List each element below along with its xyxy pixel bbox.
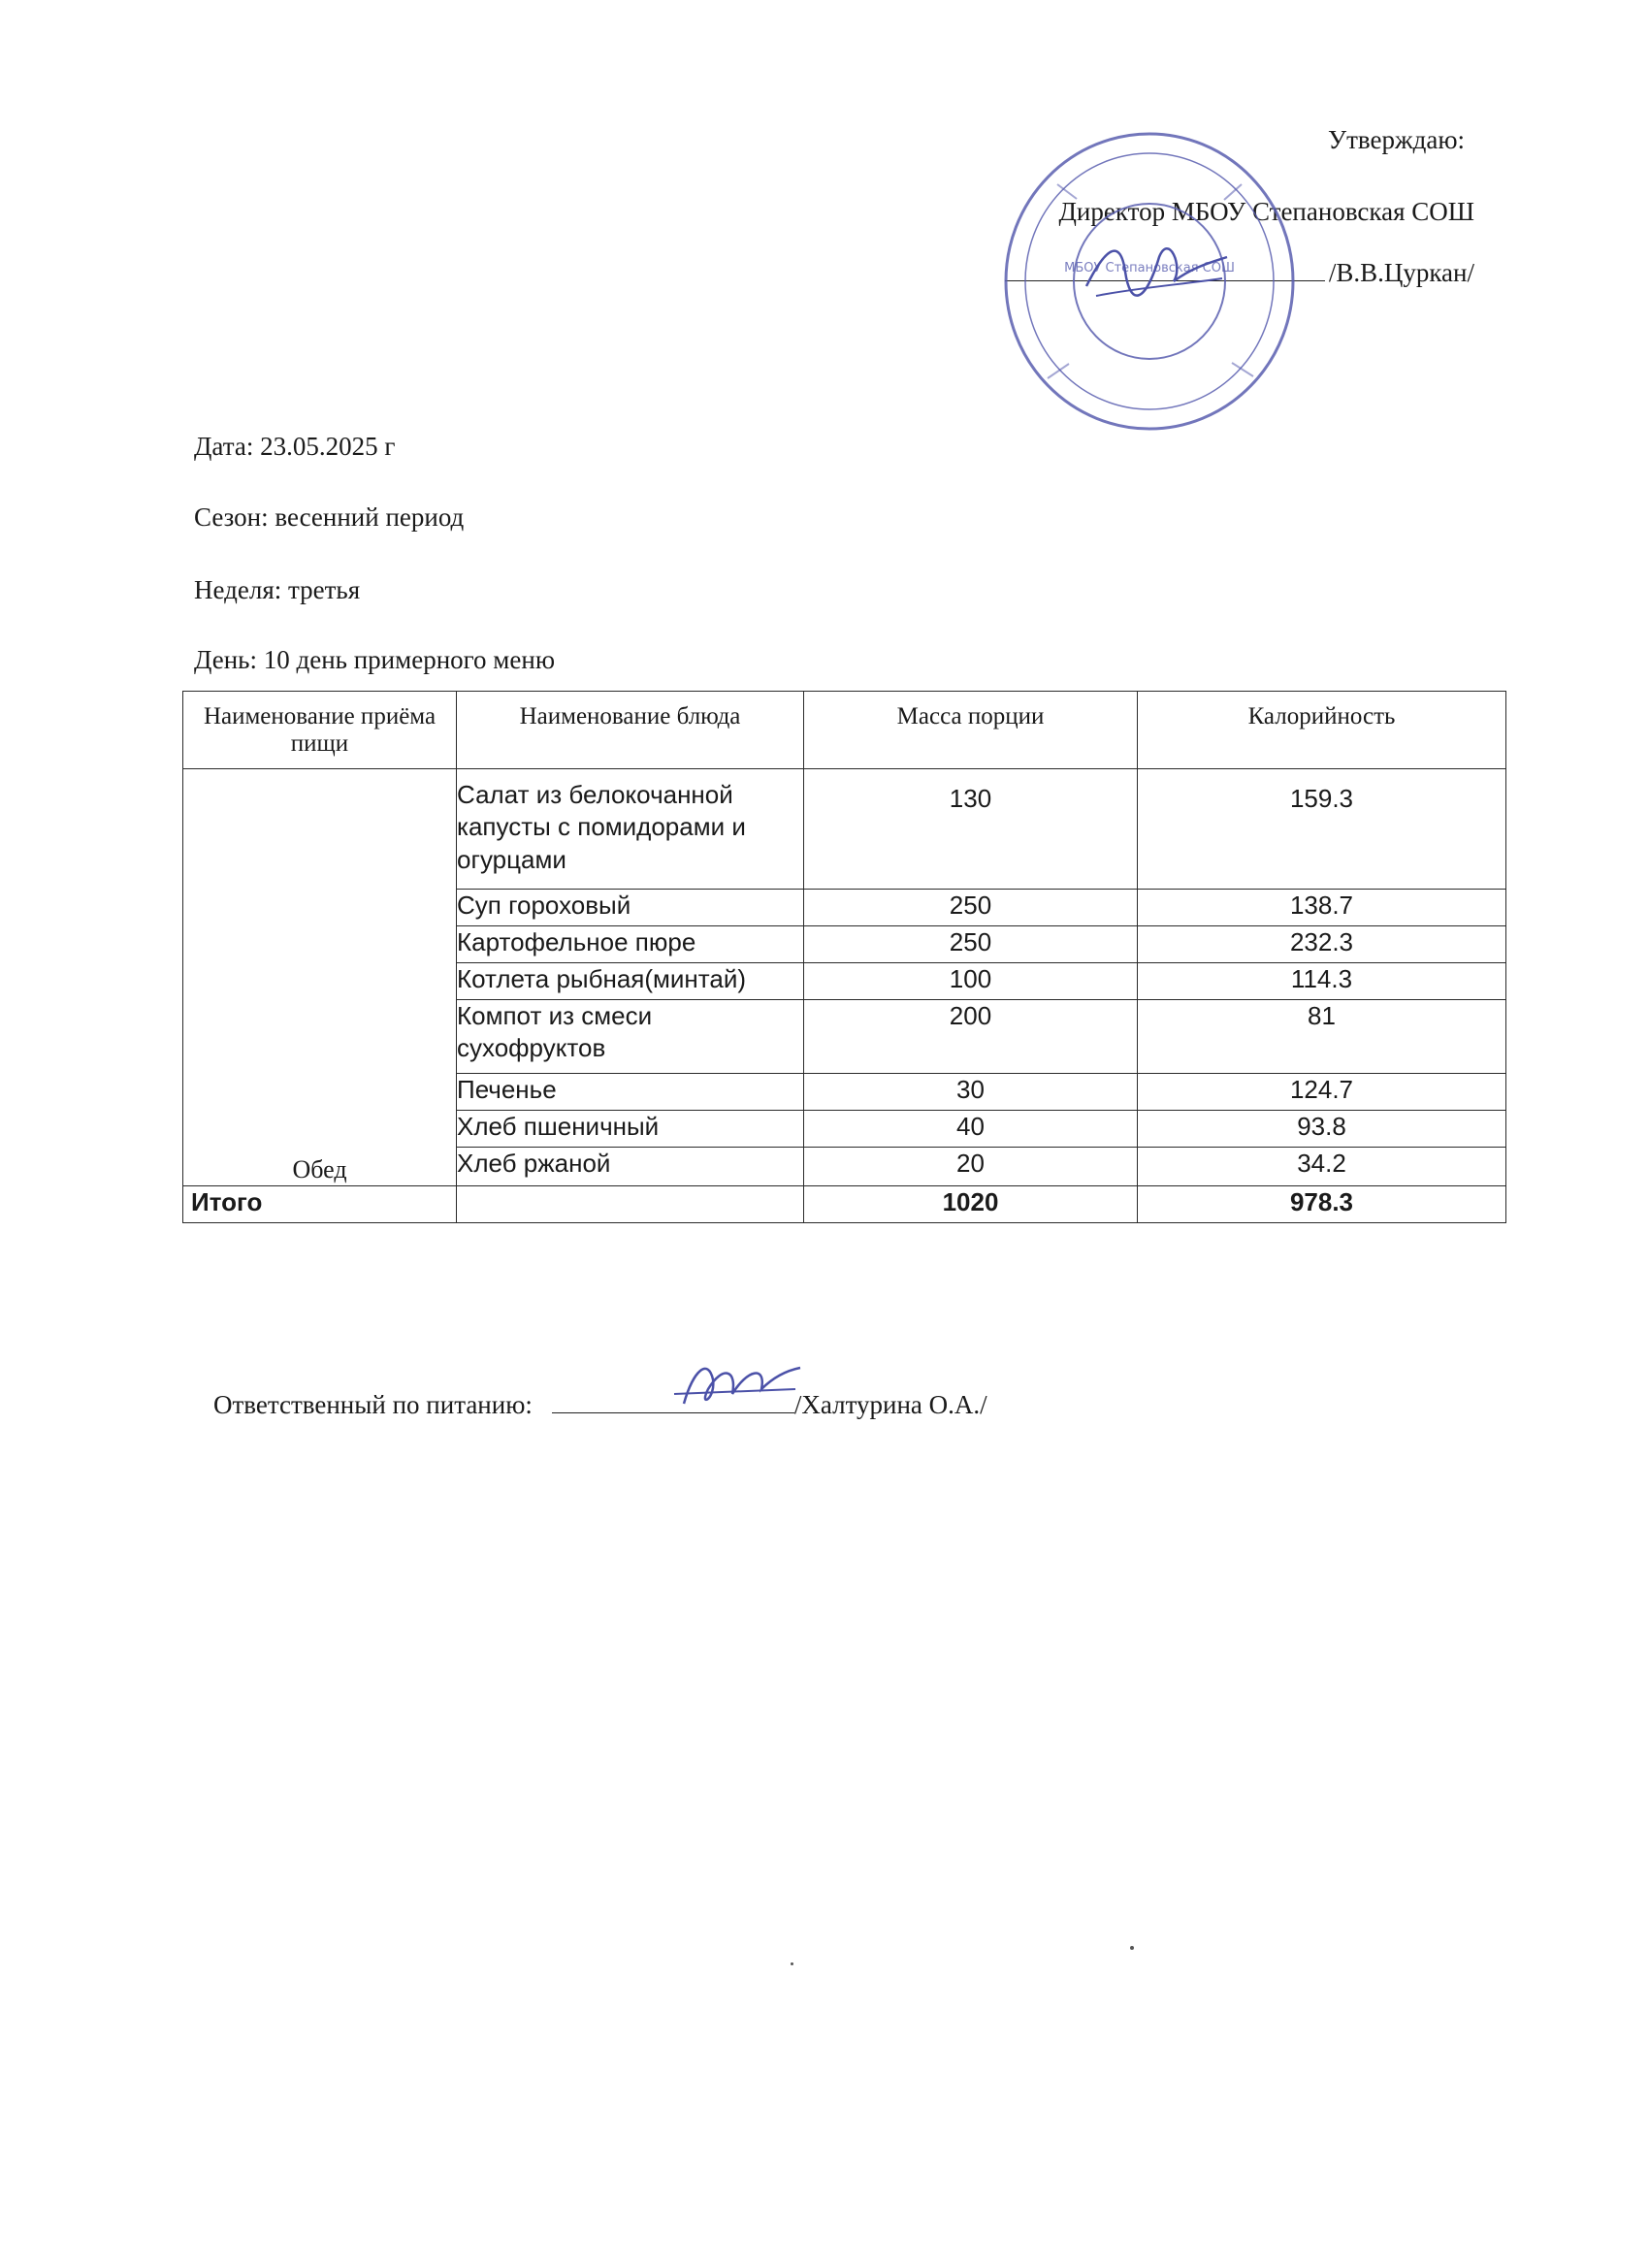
header-kcal: Калорийность <box>1138 692 1506 769</box>
dish-kcal: 138.7 <box>1138 890 1506 926</box>
menu-day: День: 10 день примерного меню <box>194 645 555 674</box>
menu-week: Неделя: третья <box>194 575 361 604</box>
menu-table <box>182 691 1506 1223</box>
responsible-line <box>213 1387 987 1420</box>
menu-season: Сезон: весенний период <box>194 502 465 532</box>
dish-name: Печенье <box>457 1074 804 1111</box>
dish-kcal: 232.3 <box>1138 926 1506 963</box>
header-dish: Наименование блюда <box>457 692 804 769</box>
dish-name: Суп гороховый <box>457 890 804 926</box>
dish-name: Салат из белокочанной капусты с помидорами и огурцами <box>457 769 804 890</box>
table-row <box>183 769 1506 890</box>
meal-name: Обед <box>183 769 457 1186</box>
table-header-row <box>183 692 1506 769</box>
stamp-text: МБОУ Степановская СОШ <box>1064 261 1235 275</box>
total-kcal: 978.3 <box>1138 1186 1506 1223</box>
total-label: Итого <box>183 1186 457 1223</box>
dish-name: Хлеб пшеничный <box>457 1111 804 1148</box>
approval-position: Директор МБОУ Степановская СОШ <box>1058 197 1474 227</box>
dish-mass: 200 <box>804 1000 1138 1074</box>
header-mass: Масса порции <box>804 692 1138 769</box>
total-row <box>183 1186 1506 1223</box>
dish-kcal: 124.7 <box>1138 1074 1506 1111</box>
responsible-signature-underline <box>552 1387 794 1413</box>
approval-heading: Утверждаю: <box>1327 125 1465 154</box>
dish-mass: 30 <box>804 1074 1138 1111</box>
dish-kcal: 93.8 <box>1138 1111 1506 1148</box>
dish-mass: 250 <box>804 926 1138 963</box>
dish-kcal: 34.2 <box>1138 1148 1506 1186</box>
dish-kcal: 114.3 <box>1138 963 1506 1000</box>
dish-mass: 100 <box>804 963 1138 1000</box>
dish-mass: 250 <box>804 890 1138 926</box>
menu-date: Дата: 23.05.2025 г <box>194 432 396 461</box>
header-meal: Наименование приёма пищи <box>183 692 457 769</box>
dish-mass: 130 <box>804 769 1138 890</box>
total-mass: 1020 <box>804 1186 1138 1223</box>
dish-name: Котлета рыбная(минтай) <box>457 963 804 1000</box>
approval-signer-name: /В.В.Цуркан/ <box>1328 257 1474 287</box>
total-empty-cell <box>457 1186 804 1223</box>
dish-name: Хлеб ржаной <box>457 1148 804 1186</box>
dish-kcal: 81 <box>1138 1000 1506 1074</box>
director-signature-icon <box>1077 228 1232 315</box>
dish-mass: 20 <box>804 1148 1138 1186</box>
scan-speck <box>1130 1946 1134 1950</box>
dish-kcal: 159.3 <box>1138 769 1506 890</box>
dish-name: Картофельное пюре <box>457 926 804 963</box>
responsible-label: Ответственный по питанию: <box>213 1390 533 1419</box>
responsible-name: /Халтурина О.А./ <box>793 1390 987 1419</box>
dish-mass: 40 <box>804 1111 1138 1148</box>
dish-name: Компот из смеси сухофруктов <box>457 1000 804 1074</box>
scan-speck <box>791 1962 793 1965</box>
